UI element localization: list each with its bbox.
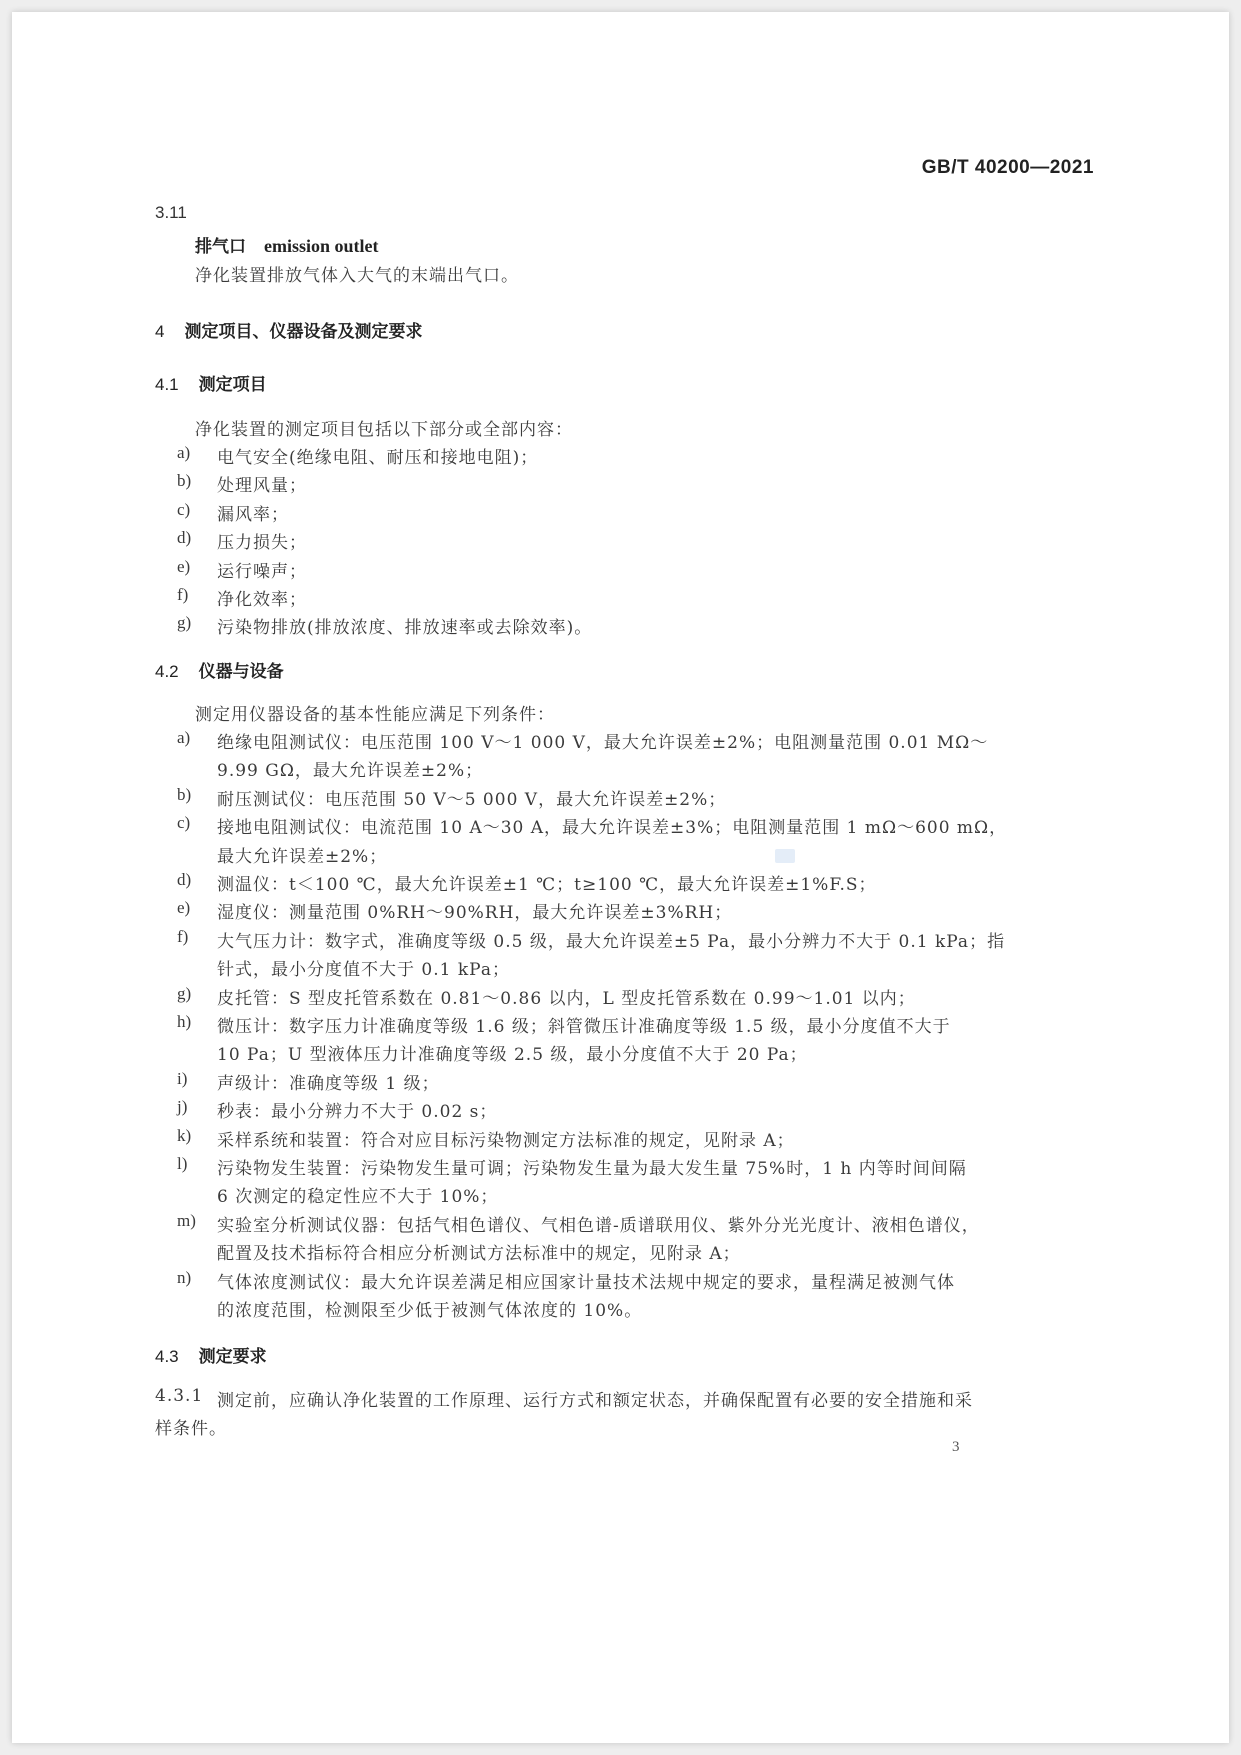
- list-item-text: 漏风率；: [217, 504, 289, 525]
- list-item-label: k): [177, 1125, 192, 1145]
- standard-number: GB/T 40200—2021: [921, 157, 1094, 178]
- list-item-label: c): [177, 499, 191, 519]
- list-item-text: 气体浓度测试仪：最大允许误差满足相应国家计量技术法规中规定的要求，量程满足被测气体: [217, 1272, 955, 1293]
- clause-number: 4.3.1: [155, 1386, 204, 1406]
- list-item-text: 实验室分析测试仪器：包括气相色谱仪、气相色谱-质谱联用仪、紫外分光光度计、液相色谱仪，: [217, 1215, 980, 1236]
- list-item-label: c): [177, 813, 191, 833]
- list-item-label: a): [177, 728, 191, 747]
- list-item-text: 秒表：最小分辨力不大于 0.02 s；: [217, 1102, 498, 1123]
- list-item-text: 采样系统和装置：符合对应目标污染物测定方法标准的规定，见附录 A；: [217, 1130, 795, 1151]
- list-item-label: b): [177, 784, 192, 804]
- list-item-text: 污染物排放(排放浓度、排放速率或去除效率)。: [217, 618, 593, 639]
- list-item-label: d): [177, 870, 192, 889]
- paragraph: 净化装置的测定项目包括以下部分或全部内容：: [195, 420, 573, 440]
- list-item-text: 测温仪：t＜100 ℃，最大允许误差±1 ℃；t≥100 ℃，最大允许误差±1%F.S；: [217, 875, 877, 895]
- list-item-text: 9.99 GΩ，最大允许误差±2%；: [217, 761, 484, 782]
- list-item-label: n): [177, 1267, 192, 1287]
- term-title-en: emission outlet: [264, 236, 379, 256]
- page-number: 3: [952, 1439, 960, 1455]
- list-item-text: 皮托管：S 型皮托管系数在 0.81～0.86 以内，L 型皮托管系数在 0.99～1.01 以内；: [217, 988, 916, 1009]
- list-item-text: 湿度仪：测量范围 0%RH～90%RH，最大允许误差±3%RH；: [217, 903, 733, 924]
- list-item-text: 大气压力计：数字式，准确度等级 0.5 级，最大允许误差±5 Pa，最小分辨力不大于 0.1 kPa；指: [217, 931, 1006, 952]
- section-title: 测定项目、仪器设备及测定要求: [184, 322, 423, 342]
- subsection-title: 测定要求: [198, 1347, 267, 1367]
- list-item-label: h): [177, 1012, 192, 1031]
- document-page: [12, 12, 1229, 1743]
- list-item-text: 运行噪声；: [217, 561, 307, 582]
- term-title-cn: 排气口: [195, 237, 246, 257]
- list-item-text: 配置及技术指标符合相应分析测试方法标准中的规定，见附录 A；: [217, 1244, 741, 1265]
- list-item-text: 针式，最小分度值不大于 0.1 kPa；: [217, 960, 510, 981]
- subsection-heading: [155, 1342, 267, 1367]
- list-item-text: 微压计：数字压力计准确度等级 1.6 级；斜管微压计准确度等级 1.5 级，最小分度值不大于: [217, 1017, 951, 1037]
- list-item-label: g): [177, 613, 192, 633]
- list-item-label: j): [177, 1097, 188, 1117]
- list-item-label: d): [177, 528, 192, 548]
- list-item-text: 的浓度范围，检测限至少低于被测气体浓度的 10%。: [217, 1301, 643, 1321]
- clause-line: 测定前，应确认净化装置的工作原理、运行方式和额定状态，并确保配置有必要的安全措施和采: [217, 1391, 973, 1411]
- section-number: 4: [155, 322, 165, 341]
- list-item-label: e): [177, 898, 191, 918]
- subsection-number: 4.1: [155, 375, 179, 394]
- subsection-heading: [155, 370, 267, 395]
- list-item-label: b): [177, 471, 192, 491]
- list-item-text: 6 次测定的稳定性应不大于 10%；: [217, 1187, 499, 1208]
- term-definition: 净化装置排放气体入大气的末端出气口。: [195, 266, 519, 286]
- list-item-label: i): [177, 1068, 188, 1088]
- list-item-label: f): [177, 926, 189, 946]
- paragraph: 测定用仪器设备的基本性能应满足下列条件：: [195, 705, 555, 725]
- list-item-text: 声级计：准确度等级 1 级；: [217, 1073, 440, 1094]
- list-item-text: 耐压测试仪：电压范围 50 V～5 000 V，最大允许误差±2%；: [217, 789, 727, 810]
- list-item-label: l): [177, 1154, 188, 1173]
- list-item-label: e): [177, 556, 191, 576]
- list-item-text: 处理风量；: [217, 476, 307, 497]
- list-item-text: 最大允许误差±2%；: [217, 846, 388, 867]
- list-item-label: a): [177, 443, 191, 462]
- subsection-title: 测定项目: [198, 375, 267, 395]
- subsection-heading: [155, 657, 284, 682]
- list-item-text: 10 Pa；U 型液体压力计准确度等级 2.5 级，最小分度值不大于 20 Pa；: [217, 1045, 808, 1066]
- list-item-label: f): [177, 585, 189, 604]
- watermark-icon: [775, 849, 795, 863]
- list-item-text: 污染物发生装置：污染物发生量可调；污染物发生量为最大发生量 75%时，1 h 内等时间间隔: [217, 1159, 967, 1179]
- subsection-title: 仪器与设备: [198, 662, 284, 682]
- term-title: [195, 232, 379, 257]
- list-item-label: m): [177, 1210, 196, 1230]
- list-item-text: 绝缘电阻测试仪：电压范围 100 V～1 000 V，最大允许误差±2%；电阻测量范围 0.01 MΩ～: [217, 733, 989, 753]
- list-item-text: 电气安全(绝缘电阻、耐压和接地电阻)；: [217, 448, 539, 468]
- subsection-number: 4.3: [155, 1347, 179, 1366]
- list-item-text: 压力损失；: [217, 533, 307, 554]
- list-item-text: 净化效率；: [217, 590, 307, 610]
- section-heading: [155, 317, 422, 342]
- term-number: 3.11: [155, 203, 187, 222]
- list-item-label: g): [177, 983, 192, 1003]
- list-item-text: 接地电阻测试仪：电流范围 10 A～30 A，最大允许误差±3%；电阻测量范围 1 mΩ～600 mΩ，: [217, 818, 1008, 839]
- subsection-number: 4.2: [155, 662, 179, 681]
- clause-line: 样条件。: [155, 1419, 227, 1439]
